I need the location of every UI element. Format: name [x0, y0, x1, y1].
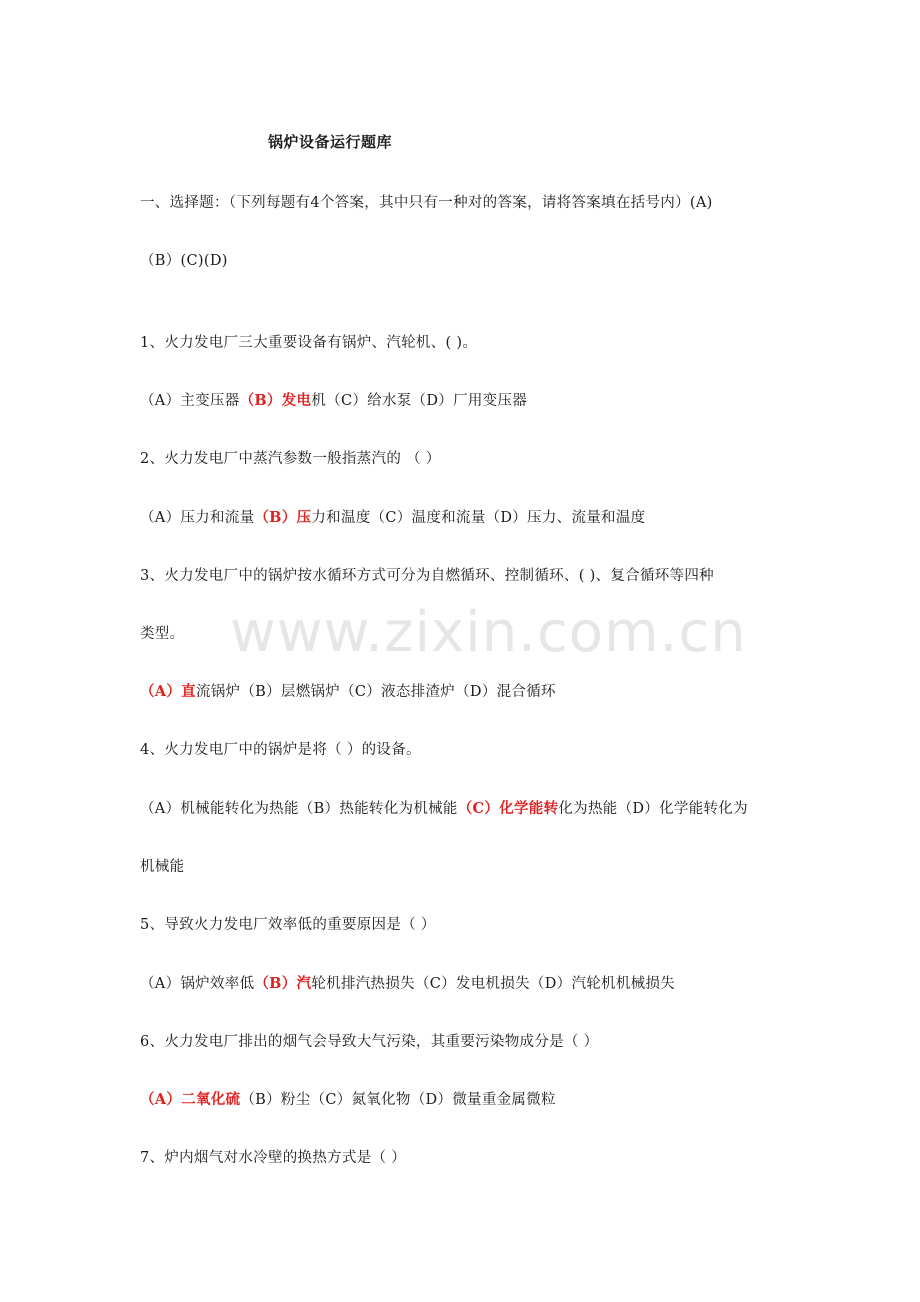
- question-3-options: [140, 680, 556, 701]
- correct-answer-highlight: （B）压: [254, 509, 312, 526]
- options-text: 力和温度（C）温度和流量（D）压力、流量和温度: [311, 510, 646, 526]
- options-text: （B）粉尘（C）氮氧化物（D）微量重金属微粒: [240, 1092, 556, 1108]
- question-4-options: [140, 797, 748, 818]
- correct-answer-highlight: （B）发电: [239, 392, 312, 409]
- section-intro-line-1: 一、选择题：（下列每题有4个答案，其中只有一种对的答案，请将答案填在括号内）(A): [140, 195, 713, 211]
- options-text: （A）锅炉效率低: [140, 976, 255, 992]
- options-text: （A）主变压器: [140, 393, 240, 409]
- question-5: 5、导致火力发电厂效率低的重要原因是（ ）: [140, 917, 436, 933]
- question-3-line-2: 类型。: [140, 626, 185, 642]
- correct-answer-highlight: （C）化学能转: [457, 800, 559, 817]
- document-title: 锅炉设备运行题库: [268, 133, 393, 151]
- correct-answer-highlight: （A）直: [140, 683, 196, 700]
- question-5-options: [140, 972, 675, 993]
- options-text: 流锅炉（B）层燃锅炉（C）液态排渣炉（D）混合循环: [195, 684, 556, 700]
- correct-answer-highlight: （B）汽: [254, 975, 312, 992]
- question-1: 1、火力发电厂三大重要设备有锅炉、汽轮机、( )。: [140, 335, 478, 351]
- question-7: 7、炉内烟气对水冷壁的换热方式是（ ）: [140, 1150, 407, 1166]
- question-4-options-line-2: 机械能: [140, 859, 185, 875]
- question-4: 4、火力发电厂中的锅炉是将（ ）的设备。: [140, 742, 421, 758]
- options-text: 化为热能（D）化学能转化为: [558, 801, 748, 817]
- options-text: 轮机排汽热损失（C）发电机损失（D）汽轮机机械损失: [311, 976, 676, 992]
- question-3-line-1: 3、火力发电厂中的锅炉按水循环方式可分为自燃循环、控制循环、( )、复合循环等四种: [140, 568, 714, 584]
- question-6: 6、火力发电厂排出的烟气会导致大气污染，其重要污染物成分是（ ）: [140, 1034, 599, 1050]
- question-2: 2、火力发电厂中蒸汽参数一般指蒸汽的 （ ）: [140, 451, 441, 467]
- question-2-options: [140, 506, 645, 527]
- section-intro-line-2: （B）(C)(D): [140, 253, 228, 269]
- options-text: （A）机械能转化为热能（B）热能转化为机械能: [140, 801, 458, 817]
- options-text: （A）压力和流量: [140, 510, 255, 526]
- options-text: 机（C）给水泵（D）厂用变压器: [311, 393, 528, 409]
- question-1-options: [140, 389, 527, 410]
- question-6-options: [140, 1088, 556, 1109]
- correct-answer-highlight: （A）二氧化硫: [140, 1091, 241, 1108]
- watermark: www.zixin.com.cn: [230, 600, 747, 665]
